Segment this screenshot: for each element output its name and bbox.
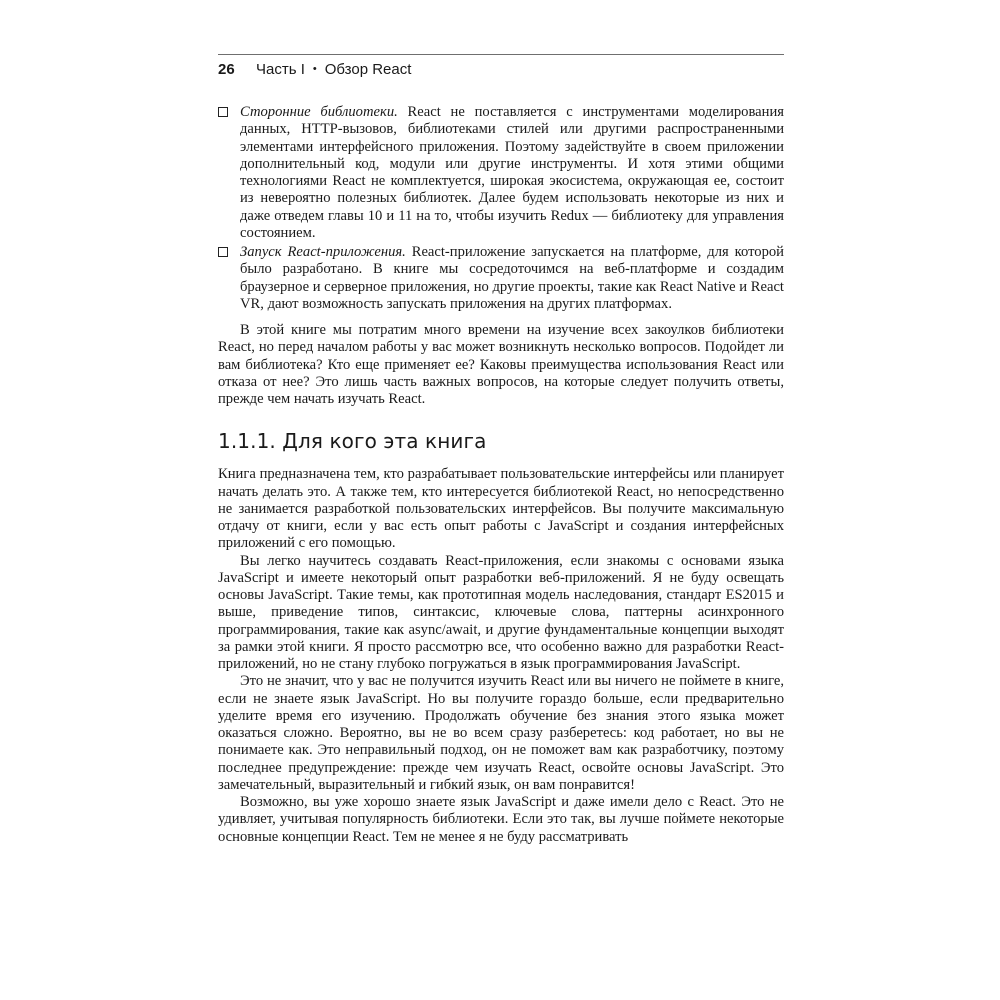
part-label: Часть I (256, 60, 305, 78)
intro-paragraph: В этой книге мы потратим много времени на изучение всех закоулков библиотеки React, но перед началом работы у вас может возникнуть несколько вопросов. Подойдет ли вам библиотека? Кто еще применяет ее? Каковы преимущества использования React или отказа от нее? Это лишь часть важных вопросов, на которые следует получить ответы, прежде чем начать изучать React. (218, 322, 784, 407)
running-header (218, 58, 783, 80)
chapter-title: Обзор React (324, 60, 412, 78)
page-number: 26 (218, 60, 235, 78)
header-rule (218, 54, 784, 55)
list-item-lead: Запуск React-приложения. (240, 244, 406, 260)
list-item-running-react-app (218, 244, 784, 313)
list-item-text: React не поставляется с инструментами моделирования данных, HTTP-вызовов, библиотеками стилей или другими распространенными элементами интерфейсного приложения. Поэтому задействуйте в своем приложении дополнительный код, модули или другие инструменты. И хотя этими общими технологиями React не комплектуется, широкая экосистема, окружающая ее, состоит из невероятно полезных библиотек. Далее будем использовать некоторые из них и даже отведем главы 10 и 11 на то, чтобы изучить Redux — библиотеку для управления состоянием. (240, 104, 784, 241)
list-item-lead: Сторонние библиотеки. (240, 104, 398, 120)
list-item-text: React-приложение запускается на платформе, для которой было разработано. В книге мы сосредоточимся на веб-платформе и создадим браузерное и серверное приложения, но другие проекты, такие как React Native и React VR, дают возможность запускать приложения на других платформах. (240, 244, 784, 312)
checkbox-bullet-icon (218, 247, 228, 257)
section-paragraph-3: Это не значит, что у вас не получится изучить React или вы ничего не поймете в книге, если не знаете язык JavaScript. Но вы получите гораздо больше, если предварительно уделите время его изучению. Продолжать обучение без знания этого языка может оказаться сложно. Вероятно, вы не во всем сразу разберетесь: код работает, но вы не понимаете как. Это неправильный подход, он не поможет вам как разработчику, поэтому последнее предупреждение: прежде чем изучать React, освойте основы JavaScript. Это замечательный, выразительный и гибкий язык, он вам понравится! (218, 673, 784, 793)
section-heading: 1.1.1. Для кого эта книга (218, 429, 487, 454)
page-content (218, 104, 784, 846)
checkbox-bullet-icon (218, 107, 228, 117)
header-bullet: • (312, 63, 317, 75)
section-paragraph-4: Возможно, вы уже хорошо знаете язык JavaScript и даже имели дело с React. Это не удивляет, учитывая популярность библиотеки. Если это так, вы лучше поймете некоторые основные концепции React. Тем не менее я не буду рассматривать (218, 794, 784, 845)
section-paragraph-1: Книга предназначена тем, кто разрабатывает пользовательские интерфейсы или планирует начать делать это. А также тем, кто интересуется библиотекой React, но непосредственно не занимается разработкой пользовательских интерфейсов. Вы получите максимальную отдачу от книги, если у вас есть опыт работы с JavaScript и создания интерфейсных приложений с его помощью. (218, 466, 784, 552)
section-paragraph-2: Вы легко научитесь создавать React-приложения, если знакомы с основами языка JavaScript и имеете некоторый опыт разработки веб-приложений. Я не буду освещать основы JavaScript. Такие темы, как прототипная модель наследования, стандарт ES2015 и выше, приведение типов, синтаксис, ключевые слова, паттерны асинхронного программирования, такие как async/await, и другие фундаментальные концепции выходят за рамки этой книги. Я просто рассмотрю все, что особенно важно для разработки React-приложений, но не стану глубоко погружаться в язык программирования JavaScript. (218, 552, 784, 672)
list-item-third-party-libraries (218, 104, 784, 242)
